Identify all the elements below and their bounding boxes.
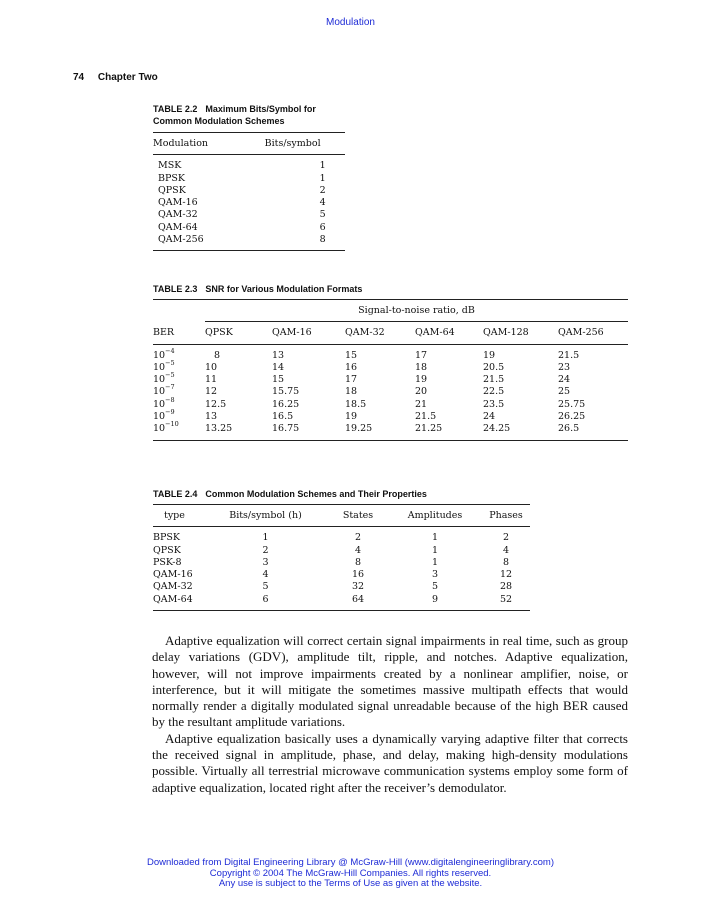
running-head	[73, 72, 158, 83]
table-cell: 24	[483, 411, 496, 423]
table-2-4-caption	[153, 488, 427, 500]
table-2-3-caption	[153, 283, 362, 295]
table-row	[153, 185, 345, 197]
table-cell: 19.25	[345, 423, 373, 435]
ber-base: 10	[153, 361, 166, 373]
table-cell: 4	[262, 569, 269, 581]
table-cell: 17	[415, 349, 428, 361]
table-cell: 12.5	[205, 398, 227, 410]
table-cell: MSK	[158, 160, 182, 172]
table-cell: 1	[431, 544, 439, 556]
table-row	[153, 527, 530, 545]
table-cell: 64	[351, 593, 365, 605]
table-cell: 12	[499, 569, 513, 581]
ber-cell	[153, 358, 205, 374]
table-2-4-number: TABLE 2.4	[153, 489, 198, 499]
table-cell: 1	[319, 172, 326, 184]
table-cell: QAM-64	[158, 221, 198, 233]
table-2-3-title: SNR for Various Modulation Formats	[205, 284, 363, 294]
table-cell: 21	[415, 398, 428, 410]
table-cell: QAM-64	[153, 593, 193, 605]
table-row	[153, 344, 628, 362]
table-row	[153, 374, 628, 386]
table-cell: 4	[319, 197, 326, 209]
table-cell: 1	[319, 160, 326, 172]
table-cell: 28	[499, 581, 513, 593]
ber-base: 10	[153, 411, 166, 423]
table-cell: 16.75	[272, 423, 300, 435]
ber-exponent: −5	[165, 358, 175, 367]
table-cell: 3	[431, 569, 439, 581]
table-2-2	[153, 132, 345, 251]
table-row	[153, 234, 345, 251]
table-2-3-header: QAM-16	[272, 327, 312, 339]
table-cell: 5	[431, 581, 439, 593]
footer-line[interactable]: Any use is subject to the Terms of Use as given at the website.	[218, 878, 483, 889]
table-row	[153, 581, 530, 593]
table-cell: 21.5	[483, 374, 505, 386]
ber-exponent: −10	[165, 420, 179, 429]
table-cell: 15	[272, 374, 285, 386]
table-2-2-number: TABLE 2.2	[153, 104, 198, 114]
table-cell: 2	[319, 184, 326, 196]
table-2-4-header: States	[342, 510, 374, 521]
table-2-4-header: type	[164, 510, 185, 521]
table-cell: 23.5	[483, 398, 505, 410]
table-2-2-header: Modulation	[153, 138, 209, 149]
ber-base: 10	[153, 374, 166, 386]
ber-exponent: −4	[165, 346, 175, 355]
table-cell: 19	[345, 411, 358, 423]
table-cell: 26.5	[558, 423, 580, 435]
ber-exponent: −8	[165, 395, 175, 404]
table-2-3-header: QAM-32	[345, 327, 385, 339]
footer[interactable]	[0, 858, 701, 890]
table-row	[153, 569, 530, 581]
table-2-2-title-line2: Common Modulation Schemes	[153, 116, 285, 126]
table-cell: 21.25	[415, 423, 443, 435]
table-2-2-title-line1: Maximum Bits/Symbol for	[205, 104, 316, 114]
ber-cell	[153, 420, 205, 440]
table-row	[153, 557, 530, 569]
ber-base: 10	[153, 423, 166, 435]
table-cell: 23	[558, 361, 571, 373]
paragraph: Adaptive equalization will correct certain signal impairments in real time, such as group delay variations (GDV), amplitude tilt, ripple, and notches. Adaptive equalization, however, will not improve impairments created by a nonlinear amplifier, noise, or interference, but it will mitigate the sometimes massive multipath effects that would normally render a digitally modulated signal unreadable because of the high BER caused by the resultant amplitude variations.	[152, 633, 628, 730]
table-cell: QAM-32	[158, 209, 198, 221]
table-cell: QAM-256	[158, 234, 204, 246]
table-cell: 20	[415, 386, 428, 398]
table-row	[153, 197, 345, 209]
table-row	[153, 173, 345, 185]
table-cell: 2	[502, 532, 510, 544]
table-cell: 1	[262, 532, 269, 544]
table-2-3-header: QPSK	[205, 327, 233, 339]
table-cell: 16	[345, 361, 358, 373]
table-cell: 15.75	[272, 386, 300, 398]
table-cell: 10	[205, 361, 218, 373]
ber-base: 10	[153, 398, 166, 410]
table-cell: 18	[415, 361, 428, 373]
table-row	[153, 594, 530, 611]
table-2-3-number: TABLE 2.3	[153, 284, 198, 294]
paragraph: Adaptive equalization basically uses a dynamically varying adaptive filter that corrects the received signal in amplitude, phase, and delay, making high-density modulations possible. Virtually all terrestrial microwave communication systems employ some form of adaptive equalization, located right after the receiver’s demodulator.	[152, 730, 628, 795]
table-cell: QAM-16	[158, 197, 198, 209]
table-cell: 25.75	[558, 398, 586, 410]
table-cell: 32	[351, 581, 365, 593]
table-cell: 11	[205, 374, 218, 386]
table-cell: 5	[262, 581, 269, 593]
table-2-3-header: QAM-256	[558, 327, 604, 339]
table-2-3-header: BER	[153, 327, 175, 339]
table-cell: 1	[431, 532, 439, 544]
table-row	[153, 209, 345, 221]
table-2-2-caption	[153, 103, 316, 127]
table-cell: 21.5	[415, 411, 437, 423]
table-cell: 25	[558, 386, 571, 398]
table-cell: 13.25	[205, 423, 233, 435]
table-cell: 16.25	[272, 398, 300, 410]
table-cell: 2	[262, 544, 269, 556]
table-cell: 13	[272, 349, 285, 361]
table-cell: 16	[351, 569, 365, 581]
body-text	[152, 633, 628, 796]
table-cell: 24	[558, 374, 571, 386]
ber-cell	[153, 408, 205, 423]
table-2-3-header: QAM-128	[483, 327, 529, 339]
table-row	[153, 399, 628, 411]
table-cell: 20.5	[483, 361, 505, 373]
table-2-4-header: Amplitudes	[407, 510, 463, 521]
table-cell: 5	[319, 209, 326, 221]
table-cell: PSK-8	[153, 556, 182, 568]
ber-exponent: −9	[165, 408, 175, 417]
table-cell: 17	[345, 374, 358, 386]
page-number: 74	[73, 72, 85, 83]
ber-exponent: −7	[165, 383, 175, 392]
table-cell: QAM-32	[153, 581, 193, 593]
table-cell: 52	[499, 593, 513, 605]
ber-cell	[153, 383, 205, 398]
table-row	[153, 222, 345, 234]
table-cell: 21.5	[558, 349, 580, 361]
table-cell: 4	[354, 544, 362, 556]
table-cell: QPSK	[158, 184, 186, 196]
table-cell: 8	[354, 556, 362, 568]
table-2-3-header: QAM-64	[415, 327, 455, 339]
table-cell: 14	[272, 361, 285, 373]
table-cell: BPSK	[158, 172, 185, 184]
table-cell: 8	[502, 556, 510, 568]
table-row	[153, 423, 628, 440]
ber-cell	[153, 371, 205, 386]
table-2-2-header: Bits/symbol	[264, 138, 321, 149]
table-cell: 18.5	[345, 398, 367, 410]
table-cell: BPSK	[153, 532, 180, 544]
chapter-title: Chapter Two	[97, 72, 158, 83]
table-cell: 15	[345, 349, 358, 361]
table-row	[153, 411, 628, 423]
header-link[interactable]: Modulation	[326, 17, 375, 28]
table-cell: 4	[502, 544, 510, 556]
table-cell: 13	[205, 411, 218, 423]
table-cell: 19	[483, 349, 496, 361]
table-2-4-header: Bits/symbol (h)	[229, 510, 302, 521]
table-2-4	[153, 504, 530, 611]
ber-exponent: −5	[165, 371, 175, 380]
footer-line[interactable]: Downloaded from Digital Engineering Library @ McGraw-Hill (www.digitalengineeringlibrary.com)	[146, 857, 555, 868]
table-row	[153, 155, 345, 173]
table-row	[153, 362, 628, 374]
table-cell: QPSK	[153, 544, 181, 556]
table-2-3-group-header: Signal-to-noise ratio, dB	[205, 300, 628, 322]
table-cell: 12	[205, 386, 218, 398]
table-cell: QAM-16	[153, 569, 193, 581]
table-cell: 19	[415, 374, 428, 386]
table-cell: 6	[262, 593, 269, 605]
ber-base: 10	[153, 349, 166, 361]
table-cell: 2	[354, 532, 362, 544]
footer-line[interactable]: Copyright © 2004 The McGraw-Hill Companies. All rights reserved.	[209, 867, 492, 879]
ber-base: 10	[153, 386, 166, 398]
table-cell: 18	[345, 386, 358, 398]
table-cell: 3	[262, 556, 269, 568]
table-cell: 6	[319, 221, 326, 233]
table-row	[153, 386, 628, 398]
table-cell: 22.5	[483, 386, 505, 398]
table-cell: 8	[319, 234, 326, 246]
table-cell: 16.5	[272, 411, 294, 423]
table-cell: 9	[431, 593, 439, 605]
table-2-4-title: Common Modulation Schemes and Their Properties	[205, 489, 427, 499]
table-row	[153, 545, 530, 557]
ber-cell	[153, 395, 205, 411]
table-2-3	[153, 299, 628, 441]
ber-cell	[153, 344, 205, 362]
table-cell: 1	[431, 556, 439, 568]
table-cell: 24.25	[483, 423, 511, 435]
table-2-4-header: Phases	[489, 510, 523, 521]
table-cell: 26.25	[558, 411, 586, 423]
table-cell: 8	[214, 349, 221, 361]
